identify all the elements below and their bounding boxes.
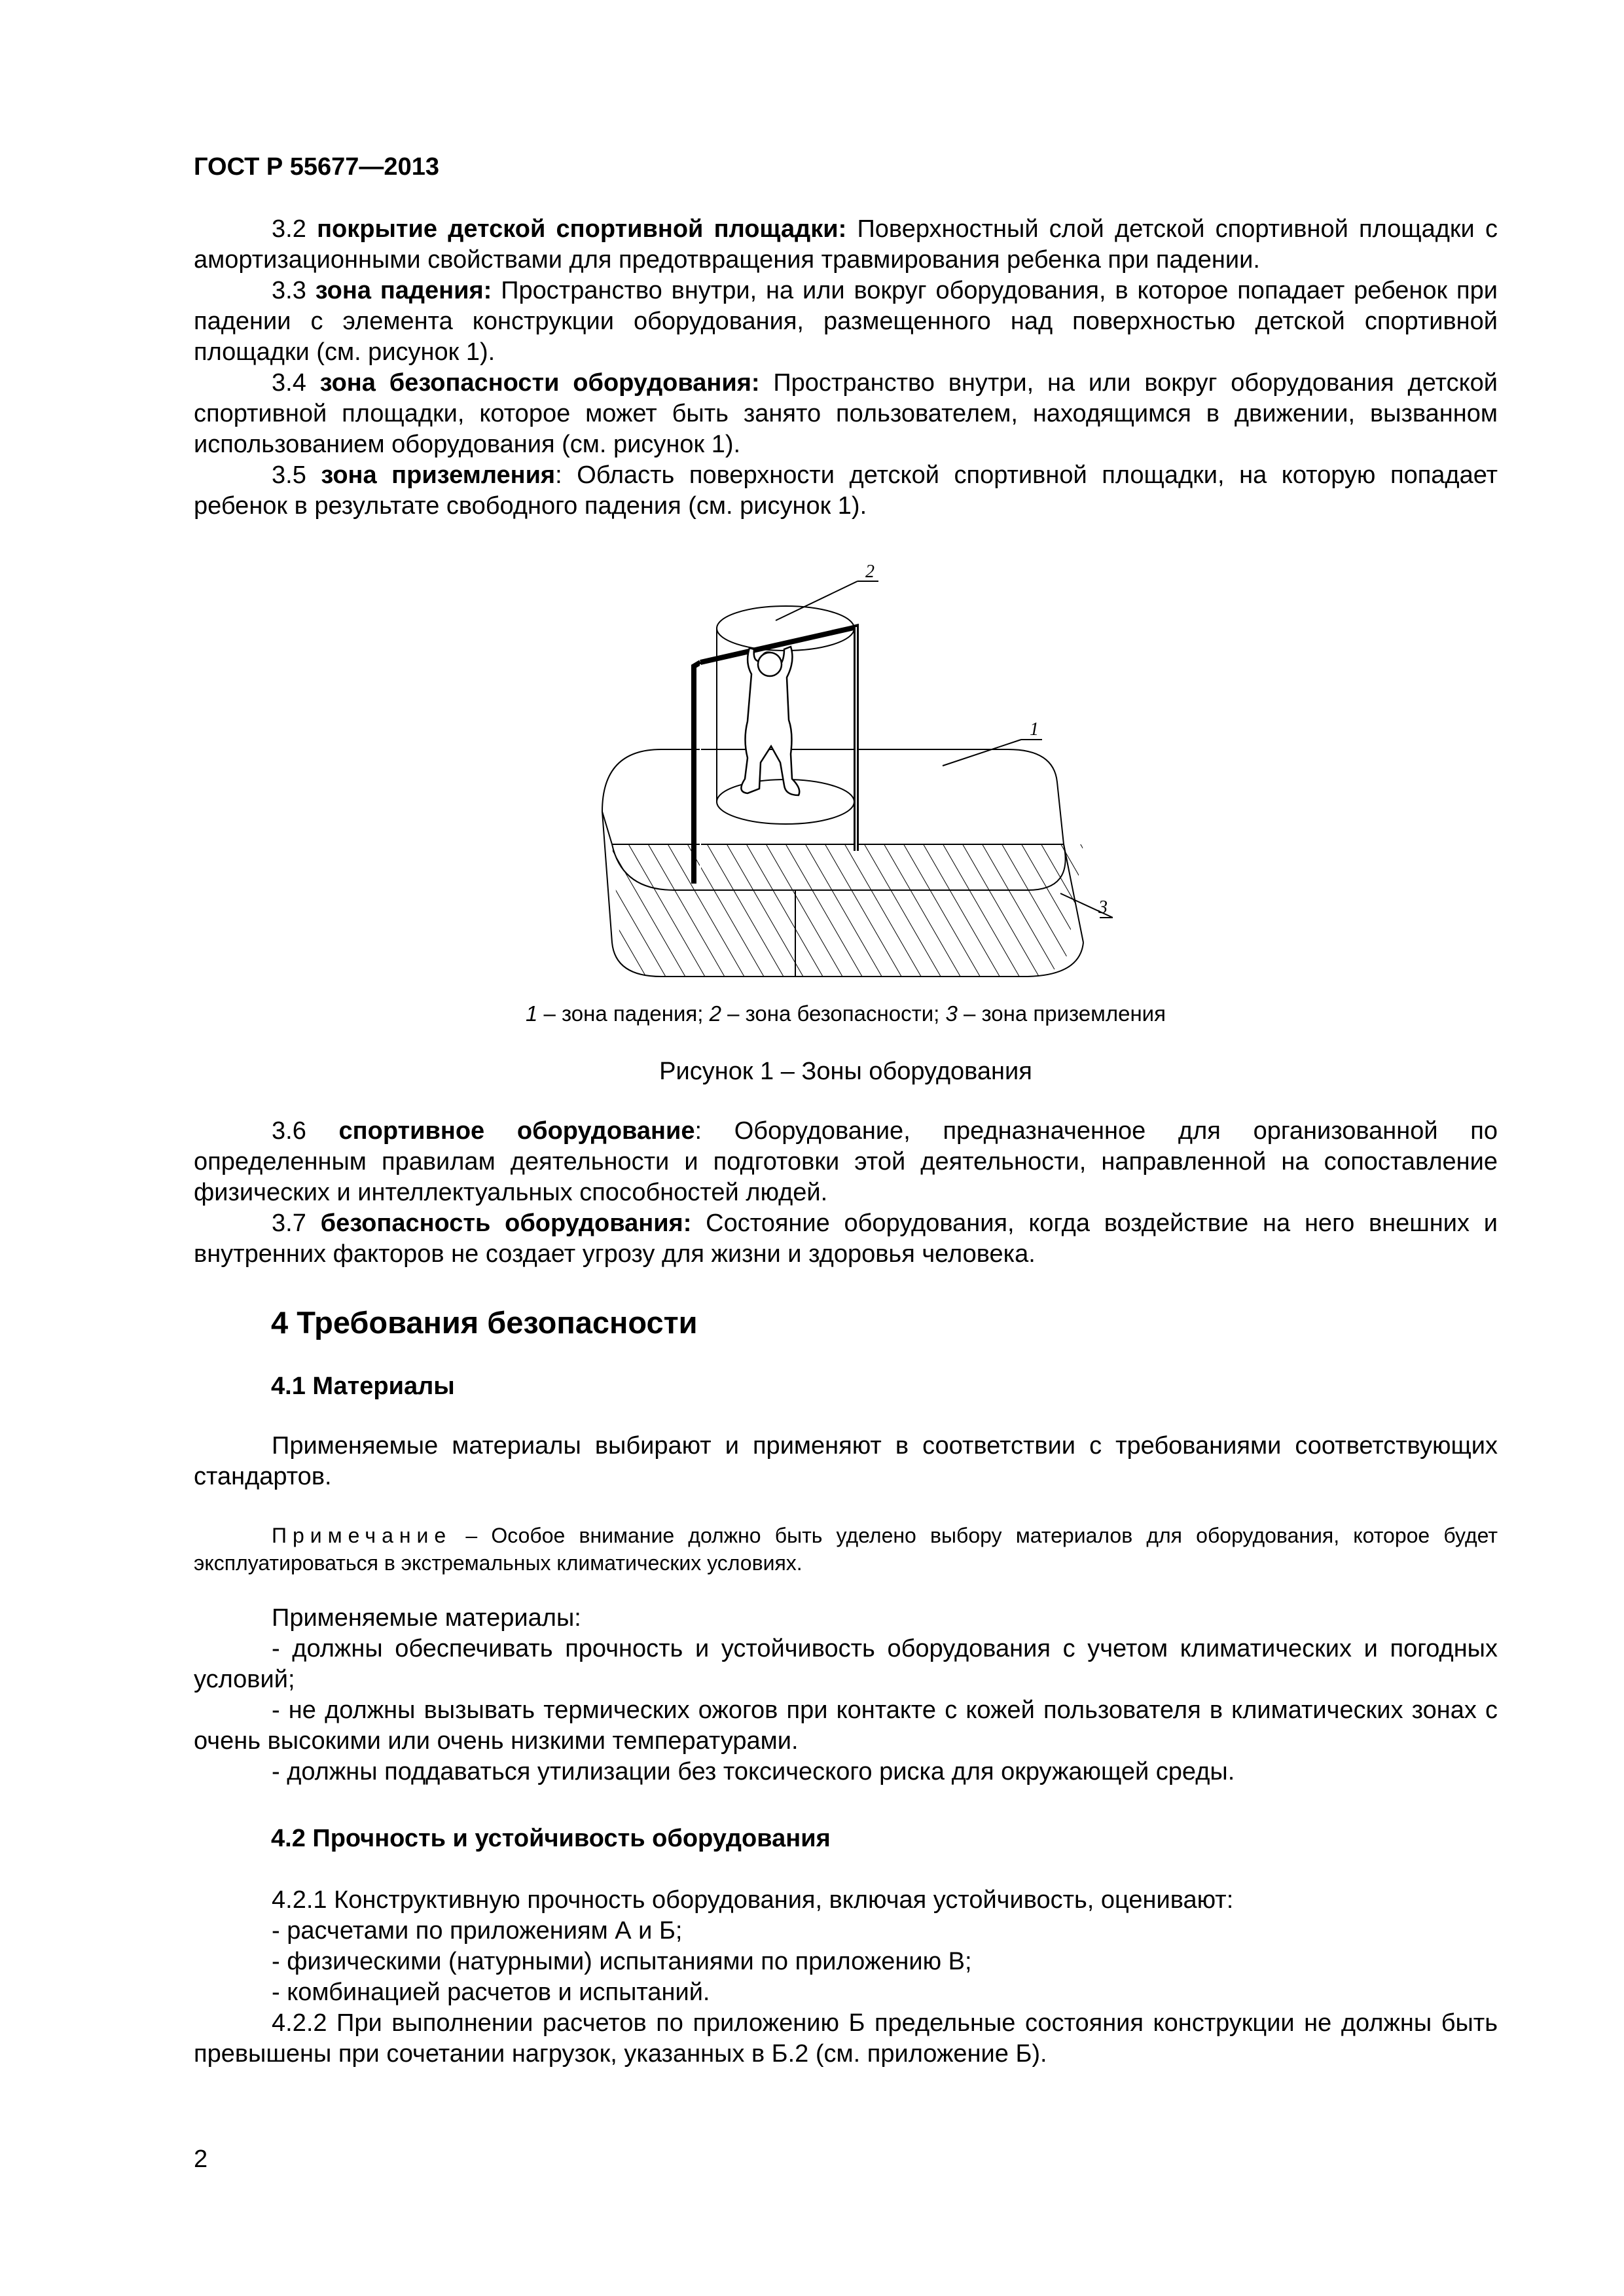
section-4-2-title: 4.2 Прочность и устойчивость оборудования	[271, 1825, 831, 1852]
list-item: - расчетами по приложениям А и Б;	[272, 1917, 683, 1945]
label-1: 1	[1030, 719, 1039, 740]
landing-zone-hatch	[612, 844, 1083, 977]
definition-3-7: 3.7 безопасность оборудования: Состояние оборудования, когда воздействие на него внешних и внутренних факторов не создает угрозу для жизни и здоровья человека.	[194, 1210, 1498, 1268]
section-4-1-paragraph: Применяемые материалы выбирают и применяют в соответствии с требованиями соответствующих стандартов.	[194, 1432, 1498, 1490]
note: Примечание – Особое внимание должно быть уделено выбору материалов для оборудования, которое будет эксплуатироваться в экстремальных климатических условиях.	[194, 1524, 1498, 1575]
materials-list	[194, 1603, 1498, 1787]
list-item: - физическими (натурными) испытаниями по приложению В;	[272, 1948, 972, 1975]
section-4-title: 4 Требования безопасности	[271, 1305, 698, 1340]
definition-3-3: 3.3 зона падения: Пространство внутри, на или вокруг оборудования, в которое попадает ребенок при падении с элемента конструкции оборудования, размещенного над поверхностью детской спортивной площадки (см. рисунок 1).	[194, 277, 1498, 366]
label-2: 2	[865, 562, 875, 582]
document-header: ГОСТ Р 55677—2013	[194, 153, 439, 181]
label-3: 3	[1098, 897, 1108, 918]
definition-3-6: 3.6 спортивное оборудование: Оборудование, предназначенное для организованной по определенным правилам деятельности и подготовки этой деятельности, направленной на сопоставление физических и интеллектуальных способностей людей.	[194, 1117, 1498, 1206]
list-item: - не должны вызывать термических ожогов при контакте с кожей пользователя в климатических зонах с очень высокими или очень низкими температурами.	[194, 1696, 1498, 1755]
child-figure	[741, 647, 799, 795]
list-item: - должны поддаваться утилизации без токсического риска для окружающей среды.	[272, 1758, 1235, 1785]
paragraph-4-2-2: 4.2.2 При выполнении расчетов по приложению Б предельные состояния конструкции не должны быть превышены при сочетании нагрузок, указанных в Б.2 (см. приложение Б).	[194, 2009, 1498, 2068]
definition-3-5: 3.5 зона приземления: Область поверхности детской спортивной площадки, на которую попадает ребенок в результате свободного падения (см. рисунок 1).	[194, 461, 1498, 520]
definitions-top	[194, 214, 1498, 522]
note-label: Примечание	[272, 1524, 452, 1547]
definition-3-4: 3.4 зона безопасности оборудования: Пространство внутри, на или вокруг оборудования детской спортивной площадки, которое может быть занято пользователем, находящимся в движении, вызванном использованием оборудования (см. рисунок 1).	[194, 369, 1498, 458]
section-4-2-body	[194, 1885, 1498, 2070]
list-item: - комбинацией расчетов и испытаний.	[272, 1979, 710, 2006]
definitions-bottom	[194, 1116, 1498, 1270]
definition-3-2: 3.2 покрытие детской спортивной площадки: Поверхностный слой детской спортивной площадки с амортизационными свойствами для предотвращения травмирования ребенка при падении.	[194, 215, 1498, 274]
page-number: 2	[194, 2145, 208, 2173]
figure-equipment-zones	[576, 550, 1113, 982]
section-4-1-title: 4.1 Материалы	[271, 1372, 455, 1400]
list-item: - должны обеспечивать прочность и устойчивость оборудования с учетом климатических и погодных условий;	[194, 1635, 1498, 1693]
materials-list-intro: Применяемые материалы:	[272, 1604, 581, 1632]
figure-caption: Рисунок 1 – Зоны оборудования	[659, 1058, 1032, 1085]
figure-legend: 1 – зона падения; 2 – зона безопасности; 3 – зона приземления	[526, 1001, 1166, 1026]
paragraph-4-2-1: 4.2.1 Конструктивную прочность оборудования, включая устойчивость, оценивают:	[272, 1886, 1234, 1914]
